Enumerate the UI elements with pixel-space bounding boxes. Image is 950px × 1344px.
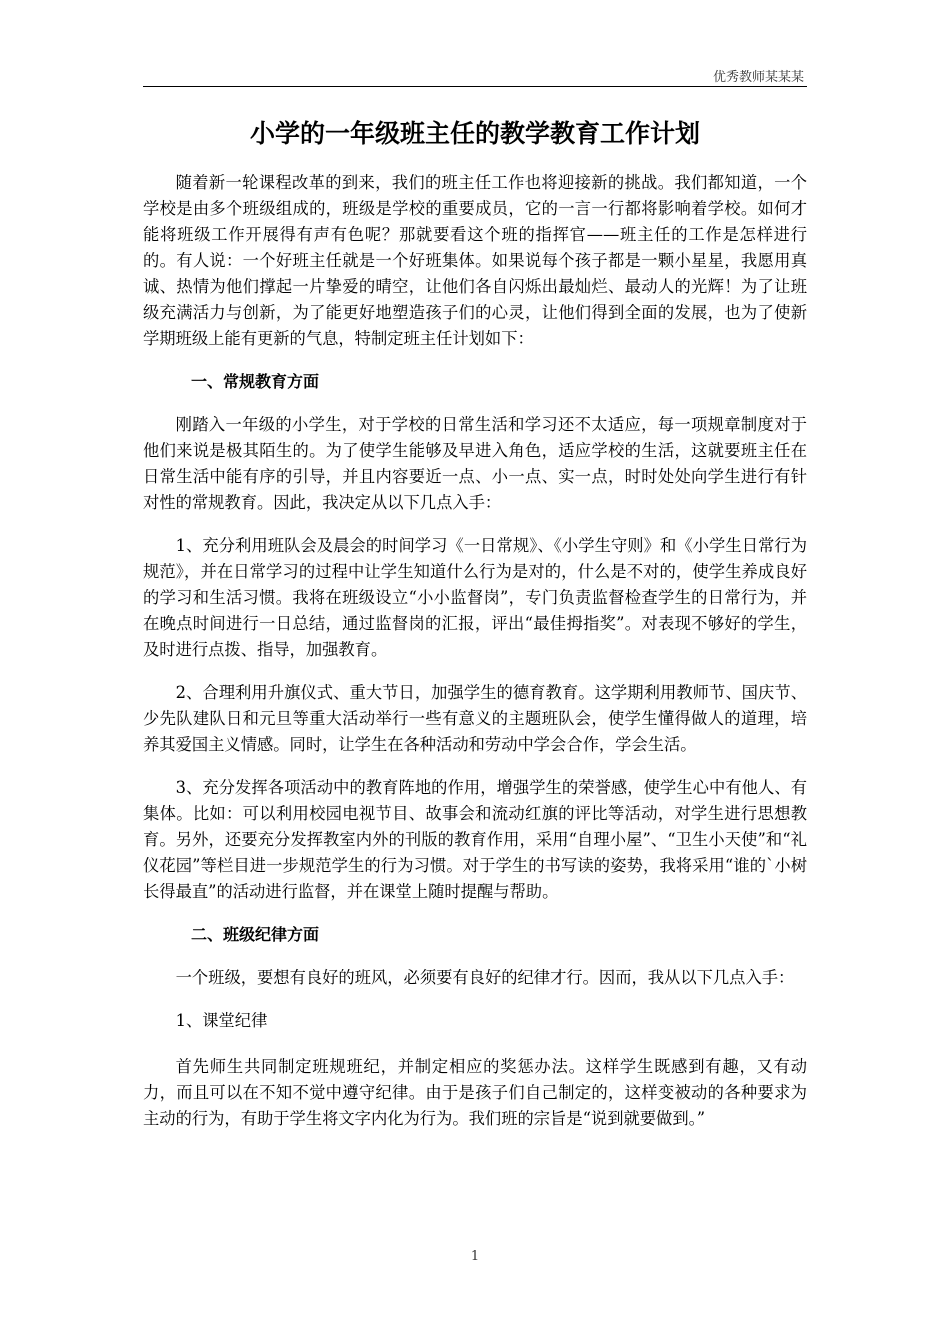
- document-title: 小学的一年级班主任的教学教育工作计划: [249, 119, 700, 148]
- paragraph: 刚踏入一年级的小学生，对于学校的日常生活和学习还不太适应，每一项规章制度对于他们来说是极其陌生的。为了使学生能够及早进入角色，适应学校的生活，这就要班主任在日常生活中能有序的引导，并且内容要近一点、小一点、实一点，时时处处向学生进行有针对性的常规教育。因此，我决定从以下几点入手：: [143, 415, 807, 512]
- section-heading-routine-education: 一、常规教育方面: [191, 372, 320, 391]
- document-body: [143, 170, 807, 1149]
- page-number: 1: [470, 1249, 480, 1264]
- paragraph: 1、充分利用班队会及晨会的时间学习《一日常规》、《小学生守则》和《小学生日常行为规范》，并在日常学习的过程中让学生知道什么行为是对的，什么是不对的，使学生养成良好的学习和生活习惯。我将在班级设立“小小监督岗”，专门负责监督检查学生的日常行为，并在晚点时间进行一日总结，通过监督岗的汇报，评出“最佳拇指奖”。对表现不够好的学生，及时进行点拨、指导，加强教育。: [143, 536, 807, 659]
- subheading-classroom-discipline: 1、课堂纪律: [175, 1011, 268, 1030]
- section-heading-class-discipline: 二、班级纪律方面: [191, 925, 320, 944]
- paragraph: 2、合理利用升旗仪式、重大节日，加强学生的德育教育。这学期利用教师节、国庆节、少先队建队日和元旦等重大活动举行一些有意义的主题班队会，使学生懂得做人的道理，培养其爱国主义情感。同时，让学生在各种活动和劳动中学会合作，学会生活。: [143, 683, 807, 754]
- paragraph: 一个班级，要想有良好的班风，必须要有良好的纪律才行。因而，我从以下几点入手：: [175, 968, 795, 987]
- paragraph: 3、充分发挥各项活动中的教育阵地的作用，增强学生的荣誉感，使学生心中有他人、有集体。比如：可以利用校园电视节目、故事会和流动红旗的评比等活动，对学生进行思想教育。另外，还要充分发挥教室内外的刊版的教育作用，采用“自理小屋”、“卫生小天使”和“礼仪花园”等栏目进一步规范学生的行为习惯。对于学生的书写读的姿势，我将采用“谁的`小树长得最直”的活动进行监督，并在课堂上随时提醒与帮助。: [143, 778, 807, 901]
- intro-paragraph: 随着新一轮课程改革的到来，我们的班主任工作也将迎接新的挑战。我们都知道，一个学校是由多个班级组成的，班级是学校的重要成员，它的一言一行都将影响着学校。如何才能将班级工作开展得有声有色呢？那就要看这个班的指挥官——班主任的工作是怎样进行的。有人说：一个好班主任就是一个好班集体。如果说每个孩子都是一颗小星星，我愿用真诚、热情为他们撑起一片挚爱的晴空，让他们各自闪烁出最灿烂、最动人的光辉！为了让班级充满活力与创新，为了能更好地塑造孩子们的心灵，让他们得到全面的发展，也为了使新学期班级上能有更新的气息，特制定班主任计划如下：: [143, 173, 807, 348]
- paragraph: 首先师生共同制定班规班纪，并制定相应的奖惩办法。这样学生既感到有趣，又有动力，而且可以在不知不觉中遵守纪律。由于是孩子们自己制定的，这样变被动的各种要求为主动的行为，有助于学生将文字内化为行为。我们班的宗旨是“说到就要做到。”: [143, 1057, 807, 1128]
- header-rule: [143, 86, 807, 87]
- page-header-author: 优秀教师某某某: [712, 70, 804, 85]
